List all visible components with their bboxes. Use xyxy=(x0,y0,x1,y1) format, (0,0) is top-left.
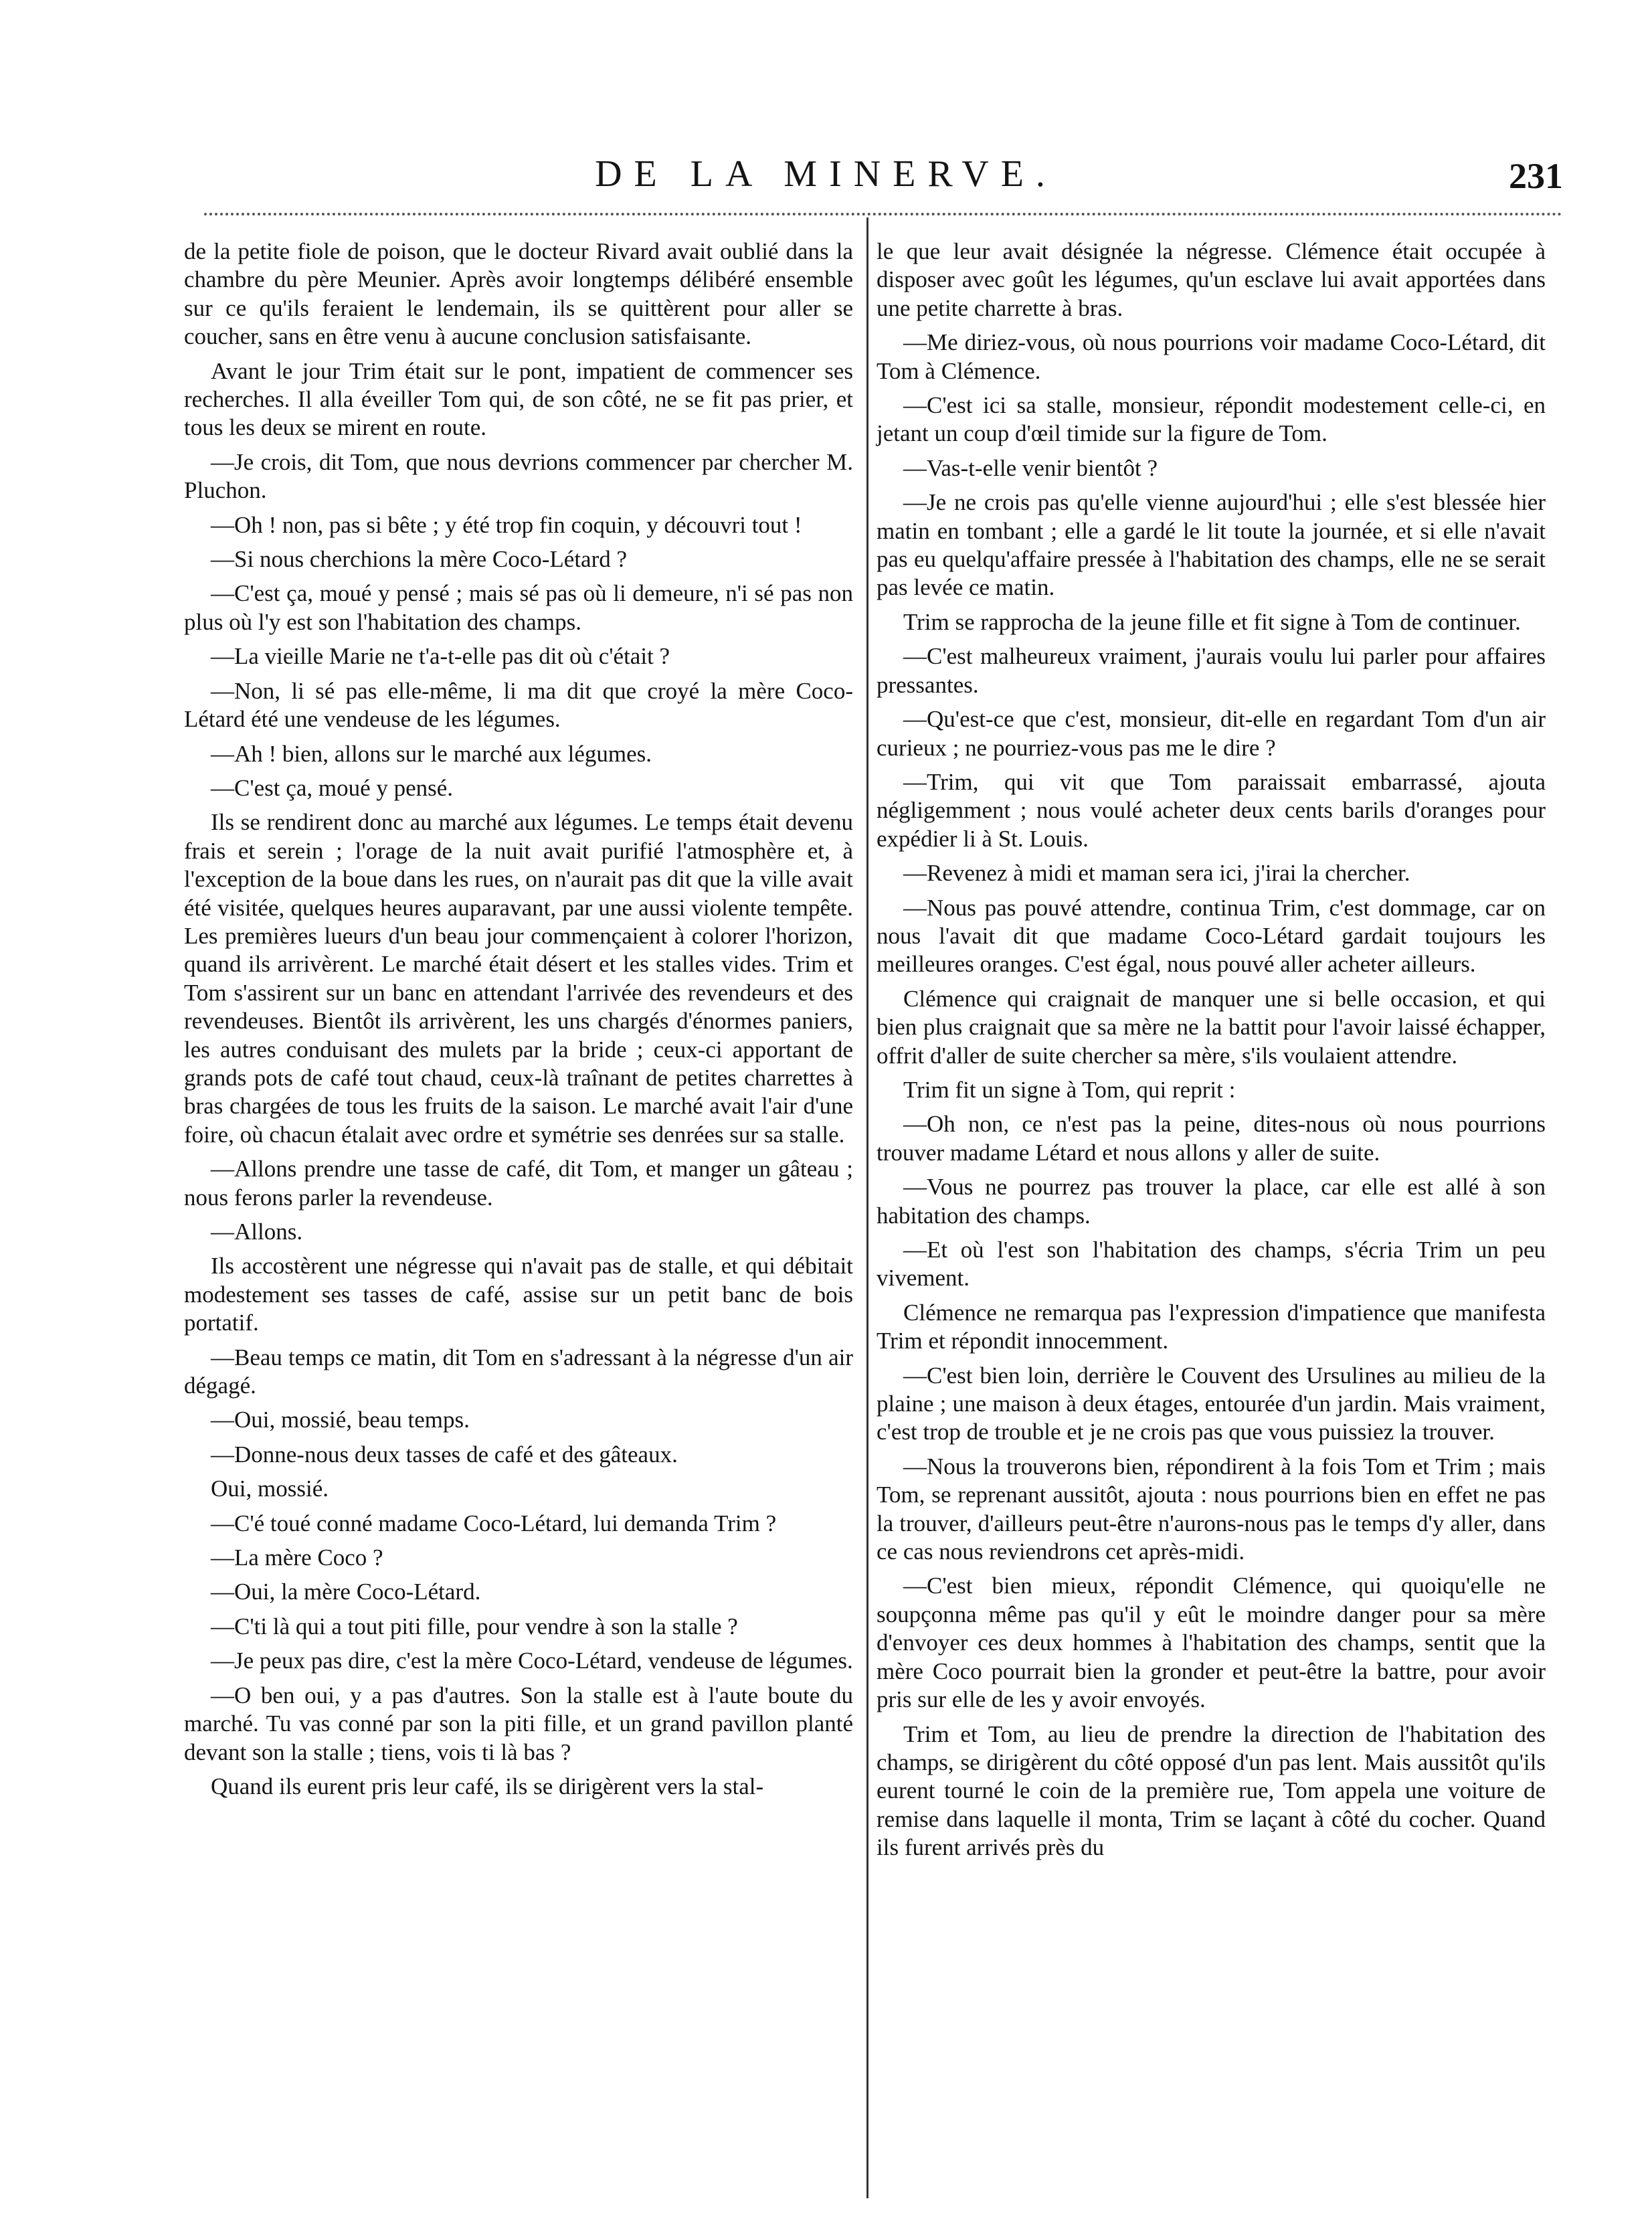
paragraph: —Allons prendre une tasse de café, dit Tom, et manger un gâteau ; nous ferons parler la revendeuse. xyxy=(184,1156,853,1211)
paragraph: —Oui, la mère Coco-Létard. xyxy=(211,1579,481,1605)
paragraph: —Vous ne pourrez pas trouver la place, car elle est allé à son habitation des champs. xyxy=(877,1174,1546,1229)
column-divider xyxy=(866,217,868,2198)
page-number: 231 xyxy=(1509,156,1563,196)
paragraph: —C'est ici sa stalle, monsieur, répondit modestement celle-ci, en jetant un coup d'œil timide sur la figure de Tom. xyxy=(877,392,1546,447)
paragraph: le que leur avait désignée la négresse. Clémence était occupée à disposer avec goût les légumes, qu'un esclave lui avait apportées dans une petite charrette à bras. xyxy=(877,238,1546,321)
paragraph: —C'est ça, moué y pensé ; mais sé pas où li demeure, n'i sé pas non plus où l'y est son l'habitation des champs. xyxy=(184,580,853,635)
paragraph: —Me diriez-vous, où nous pourrions voir madame Coco-Létard, dit Tom à Clémence. xyxy=(877,329,1546,384)
paragraph: —Non, li sé pas elle-même, li ma dit que croyé la mère Coco-Létard été une vendeuse de les légumes. xyxy=(184,677,853,733)
paragraph: —C'é toué conné madame Coco-Létard, lui demanda Trim ? xyxy=(211,1510,777,1536)
paragraph: Clémence qui craignait de manquer une si belle occasion, et qui bien plus craignait que sa mère ne la battit pour l'avoir laissé échapper, offrit d'aller de suite chercher sa mère, s'ils voulaient attendre. xyxy=(877,985,1546,1069)
paragraph: —Beau temps ce matin, dit Tom en s'adressant à la négresse d'un air dégagé. xyxy=(184,1344,853,1399)
paragraph: Clémence ne remarqua pas l'expression d'impatience que manifesta Trim et répondit innocemment. xyxy=(877,1299,1546,1354)
paragraph: —Donne-nous deux tasses de café et des gâteaux. xyxy=(211,1441,678,1468)
paragraph: Trim se rapprocha de la jeune fille et fit signe à Tom de continuer. xyxy=(903,608,1521,635)
paragraph: —Qu'est-ce que c'est, monsieur, dit-elle en regardant Tom d'un air curieux ; ne pourriez-vous pas me le dire ? xyxy=(877,706,1546,761)
running-header-title: DE LA MINERVE. xyxy=(595,153,1057,195)
paragraph: —Oh non, ce n'est pas la peine, dites-nous où nous pourrions trouver madame Létard et nous allons y aller de suite. xyxy=(877,1111,1546,1166)
paragraph: —Nous la trouverons bien, répondirent à la fois Tom et Trim ; mais Tom, se reprenant aussitôt, ajouta : nous pourrions bien en effet ne pas la trouver, d'ailleurs peut-être n'aurons-nous pas le temps d'y aller, dans ce cas nous reviendrons cet après-midi. xyxy=(877,1453,1546,1565)
paragraph: Avant le jour Trim était sur le pont, impatient de commencer ses recherches. Il alla éveiller Tom qui, de son côté, ne se fit pas prier, et tous les deux se mirent en route. xyxy=(184,357,853,441)
paragraph: —C'ti là qui a tout piti fille, pour vendre à son la stalle ? xyxy=(211,1613,738,1639)
paragraph: —Nous pas pouvé attendre, continua Trim, c'est dommage, car on nous l'avait dit que madame Coco-Létard gardait toujours les meilleures oranges. C'est égal, nous pouvé aller acheter ailleurs. xyxy=(877,894,1546,978)
paragraph: —Allons. xyxy=(211,1219,303,1245)
paragraph: —C'est bien loin, derrière le Couvent des Ursulines au milieu de la plaine ; une maison à deux étages, entourée d'un jardin. Mais vraiment, c'est trop de trouble et je ne crois pas que vous puissiez la trouver. xyxy=(877,1362,1546,1445)
paragraph: —O ben oui, y a pas d'autres. Son la stalle est à l'aute boute du marché. Tu vas conné par son la piti fille, et un grand pavillon planté devant son la stalle ; tiens, vois ti là bas ? xyxy=(184,1682,853,1765)
paragraph: Ils se rendirent donc au marché aux légumes. Le temps était devenu frais et serein ; l'orage de la nuit avait purifié l'atmosphère et, à l'exception de la boue dans les rues, on n'aurait pas dit que la ville avait été visitée, quelques heures auparavant, par une aussi violente tempête. Les premières lueurs d'un beau jour commençaient à colorer l'horizon, quand ils arrivèrent. Le marché était désert et les stalles vides. Trim et Tom s'assirent sur un banc en attendant l'arrivée des revendeurs et des revendeuses. Bientôt ils arrivèrent, les uns chargés d'énormes paniers, les autres conduisant des mulets par la bride ; ceux-ci apportant de grands pots de café tout chaud, ceux-là traînant de petites charrettes à bras chargées de tous les fruits de la saison. Le marché avait l'air d'une foire, où chacun étalait avec ordre et symétrie ses denrées sur sa stalle. xyxy=(184,809,853,1148)
paragraph: Oui, mossié. xyxy=(211,1476,329,1502)
paragraph: —C'est ça, moué y pensé. xyxy=(211,774,454,801)
paragraph: de la petite fiole de poison, que le docteur Rivard avait oublié dans la chambre du père Meunier. Après avoir longtemps délibéré ensemble sur ce qu'ils feraient le lendemain, ils se quittèrent pour aller se coucher, sans en être venu à aucune conclusion satisfaisante. xyxy=(184,238,853,350)
paragraph: —Je ne crois pas qu'elle vienne aujourd'hui ; elle s'est blessée hier matin en tombant ; elle a gardé le lit toute la journée, et si elle n'avait pas eu quelqu'affaire pressée à l'habitation des champs, elle ne se serait pas levée ce matin. xyxy=(877,489,1546,601)
paragraph: —La mère Coco ? xyxy=(211,1544,383,1571)
paragraph: Quand ils eurent pris leur café, ils se dirigèrent vers la stal- xyxy=(211,1773,764,1799)
paragraph: Trim fit un signe à Tom, qui reprit : xyxy=(903,1076,1236,1103)
paragraph: —C'est bien mieux, répondit Clémence, qui quoiqu'elle ne soupçonna même pas qu'il y eût le moindre danger pour sa mère d'envoyer ces deux hommes à l'habitation des champs, sentit que la mère Coco pourrait bien la gronder et peut-être la battre, pour avoir pris sur elle de les y avoir envoyés. xyxy=(877,1573,1546,1713)
paragraph: Trim et Tom, au lieu de prendre la direction de l'habitation des champs, se dirigèrent du côté opposé d'un pas lent. Mais aussitôt qu'ils eurent tourné le coin de la première rue, Tom appela une voiture de remise dans laquelle il monta, Trim se laçant à côté du cocher. Quand ils furent arrivés près du xyxy=(877,1720,1546,1861)
paragraph: —Si nous cherchions la mère Coco-Létard ? xyxy=(211,546,628,573)
paragraph: —Je crois, dit Tom, que nous devrions commencer par chercher M. Pluchon. xyxy=(184,448,853,504)
paragraph: —C'est malheureux vraiment, j'aurais voulu lui parler pour affaires pressantes. xyxy=(877,643,1546,698)
paragraph: —Ah ! bien, allons sur le marché aux légumes. xyxy=(211,740,652,767)
paragraph: —Vas-t-elle venir bientôt ? xyxy=(903,454,1158,481)
right-column xyxy=(877,238,1546,1868)
left-column xyxy=(184,238,853,1807)
paragraph: —Oh ! non, pas si bête ; y été trop fin coquin, y découvri tout ! xyxy=(211,511,802,538)
paragraph: —Je peux pas dire, c'est la mère Coco-Létard, vendeuse de légumes. xyxy=(211,1648,853,1674)
paragraph: —Et où l'est son l'habitation des champs, s'écria Trim un peu vivement. xyxy=(877,1237,1546,1292)
paragraph: Ils accostèrent une négresse qui n'avait pas de stalle, et qui débitait modestement ses tasses de café, assise sur un petit banc de bois portatif. xyxy=(184,1253,853,1336)
paragraph: —Revenez à midi et maman sera ici, j'irai la chercher. xyxy=(903,860,1410,887)
paragraph: —Oui, mossié, beau temps. xyxy=(211,1407,470,1433)
paragraph: —Trim, qui vit que Tom paraissait embarrassé, ajouta négligemment ; nous voulé acheter deux cents barils d'oranges pour expédier li à St. Louis. xyxy=(877,768,1546,852)
paragraph: —La vieille Marie ne t'a-t-elle pas dit où c'était ? xyxy=(211,643,670,670)
header-rule xyxy=(204,213,1562,215)
